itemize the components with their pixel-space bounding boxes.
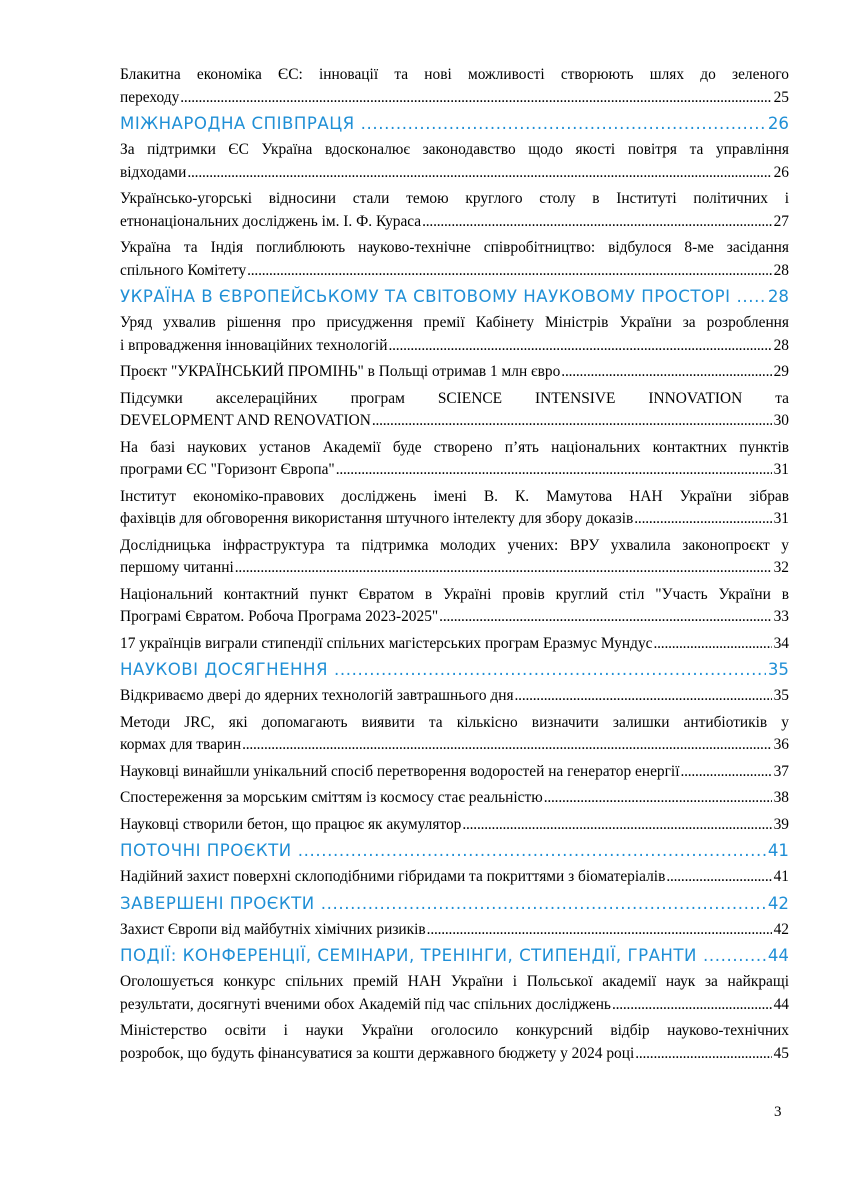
- entry-last-line: [120, 761, 789, 784]
- page-number: 3: [774, 1104, 782, 1120]
- entry-last-line: [120, 211, 789, 234]
- section-page-number: 26: [767, 114, 789, 133]
- toc-entry[interactable]: [120, 787, 789, 810]
- dot-leader: [439, 606, 771, 629]
- entry-last-line: [120, 162, 789, 185]
- entry-title-line: Оголошується конкурс спільних премій НАН України і Польської академії наук за найкращі: [120, 973, 789, 990]
- entry-last-line: [120, 410, 789, 433]
- entry-last-line: [120, 1043, 789, 1066]
- toc-entry[interactable]: [120, 814, 789, 837]
- entry-page-number: 41: [773, 868, 789, 885]
- entry-last-line: [120, 787, 789, 810]
- dot-leader: [612, 994, 772, 1017]
- section-title: МІЖНАРОДНА СПІВПРАЦЯ: [120, 114, 355, 133]
- toc-entry[interactable]: [120, 388, 789, 433]
- entry-page-number: 45: [773, 1044, 789, 1062]
- entry-page-number: 31: [773, 510, 789, 527]
- dot-leader: [515, 685, 772, 708]
- toc-entry[interactable]: [120, 188, 789, 233]
- entry-title-end: спільного Комітету: [120, 261, 247, 279]
- section-title: ПОДІЇ: КОНФЕРЕНЦІЇ, СЕМІНАРИ, ТРЕНІНГИ, СТИПЕНДІЇ, ГРАНТИ: [120, 946, 697, 965]
- toc-entry[interactable]: [120, 64, 789, 109]
- entry-page-number: 34: [773, 634, 789, 652]
- entry-last-line: [120, 994, 789, 1017]
- entry-title-end: Програмі Євратом. Робоча Програма 2023-2025": [120, 608, 439, 625]
- dot-leader: [361, 112, 766, 136]
- entry-last-line: [120, 557, 789, 580]
- toc-section-heading[interactable]: [120, 285, 789, 309]
- section-page-number: 28: [767, 287, 789, 306]
- entry-title-end: розробок, що будуть фінансуватися за кошти державного бюджету у 2024 році: [120, 1044, 635, 1062]
- entry-title-end: Науковці винайшли унікальний спосіб перетворення водоростей на генератор енергії: [120, 762, 680, 780]
- entry-title-end: DEVELOPMENT AND RENOVATION: [120, 412, 371, 429]
- section-page-number: 35: [767, 660, 789, 679]
- toc-entry[interactable]: [120, 312, 789, 357]
- section-title: ЗАВЕРШЕНІ ПРОЄКТИ: [120, 893, 315, 913]
- entry-title-end: Проєкт "УКРАЇНСЬКИЙ ПРОМІНЬ" в Польщі отримав 1 млн євро: [120, 363, 561, 380]
- dot-leader: [334, 658, 766, 682]
- entry-last-line: [120, 814, 789, 837]
- table-of-contents: [120, 64, 789, 1069]
- section-title: ПОТОЧНІ ПРОЄКТИ: [120, 841, 292, 860]
- entry-title-end: Спостереження за морським сміттям із космосу стає реальністю: [120, 789, 543, 806]
- dot-leader: [634, 508, 771, 531]
- dot-leader: [544, 787, 772, 810]
- entry-title-end: першому читанні: [120, 559, 234, 576]
- toc-entry[interactable]: [120, 237, 789, 282]
- entry-title-end: відходами: [120, 163, 187, 181]
- entry-title-line: Національний контактний пункт Євратом в Україні провів круглий стіл "Участь України в: [120, 585, 789, 603]
- dot-leader: [427, 919, 772, 942]
- dot-leader: [654, 633, 772, 656]
- toc-section-heading[interactable]: [120, 658, 789, 682]
- entry-page-number: 42: [773, 920, 789, 938]
- entry-page-number: 27: [773, 212, 789, 230]
- entry-page-number: 28: [773, 261, 789, 279]
- entry-page-number: 28: [773, 336, 789, 354]
- entry-title-end: результати, досягнуті вченими обох Академій під час спільних досліджень: [120, 995, 611, 1013]
- entry-page-number: 31: [773, 461, 789, 478]
- entry-title-end: і впровадження інноваційних технологій: [120, 336, 388, 354]
- entry-last-line: [120, 606, 789, 629]
- entry-title-end: кормах для тварин: [120, 736, 242, 753]
- entry-last-line: [120, 87, 789, 110]
- toc-section-heading[interactable]: [120, 944, 789, 968]
- dot-leader: [242, 734, 772, 757]
- entry-page-number: 29: [773, 363, 789, 380]
- dot-leader: [462, 814, 771, 837]
- entry-title-line: Підсумки акселераційних програм SCIENCE INTENSIVE INNOVATION та: [120, 389, 789, 407]
- dot-leader: [336, 459, 772, 482]
- section-page-number: 44: [767, 946, 789, 965]
- entry-title-line: Уряд ухвалив рішення про присудження премії Кабінету Міністрів України за розроблення: [120, 314, 789, 331]
- entry-page-number: 32: [773, 559, 789, 576]
- entry-title-end: фахівців для обговорення використання штучного інтелекту для збору доказів: [120, 510, 634, 527]
- entry-page-number: 37: [773, 762, 789, 780]
- entry-title-end: 17 українців виграли стипендії спільних магістерських програм Еразмус Мундус: [120, 634, 653, 652]
- dot-leader: [372, 410, 772, 433]
- entry-title-line: На базі наукових установ Академії буде створено п’ять національних контактних пунктів: [120, 438, 789, 456]
- entry-page-number: 26: [773, 163, 789, 181]
- entry-title-end: Відкриваємо двері до ядерних технологій завтрашнього дня: [120, 687, 514, 704]
- dot-leader: [422, 211, 771, 234]
- toc-entry[interactable]: [120, 919, 789, 942]
- dot-leader: [187, 162, 771, 185]
- toc-entry[interactable]: [120, 866, 789, 889]
- toc-entry[interactable]: [120, 712, 789, 757]
- entry-page-number: 38: [773, 789, 789, 806]
- toc-entry[interactable]: [120, 1020, 789, 1065]
- entry-last-line: [120, 361, 789, 384]
- section-title: УКРАЇНА В ЄВРОПЕЙСЬКОМУ ТА СВІТОВОМУ НАУКОВОМУ ПРОСТОРІ: [120, 287, 731, 306]
- entry-page-number: 30: [773, 412, 789, 429]
- toc-entry[interactable]: [120, 535, 789, 580]
- section-page-number: 41: [767, 841, 789, 860]
- entry-title-end: Науковці створили бетон, що працює як акумулятор: [120, 815, 462, 833]
- toc-entry[interactable]: [120, 633, 789, 656]
- entry-last-line: [120, 260, 789, 283]
- dot-leader: [703, 944, 766, 968]
- toc-entry[interactable]: [120, 584, 789, 629]
- entry-last-line: [120, 734, 789, 757]
- dot-leader: [736, 285, 765, 309]
- dot-leader: [298, 839, 766, 863]
- entry-last-line: [120, 508, 789, 531]
- toc-section-heading[interactable]: [120, 112, 789, 136]
- toc-entry[interactable]: [120, 971, 789, 1016]
- section-page-number: 42: [767, 893, 789, 913]
- dot-leader: [666, 866, 771, 889]
- entry-page-number: 39: [773, 815, 789, 833]
- toc-entry[interactable]: [120, 139, 789, 184]
- toc-entry[interactable]: [120, 486, 789, 531]
- dot-leader: [235, 557, 772, 580]
- entry-title-line: Дослідницька інфраструктура та підтримка молодих учених: ВРУ ухвалила законопроєкт у: [120, 536, 789, 554]
- entry-page-number: 25: [773, 88, 789, 106]
- entry-title-end: Надійний захист поверхні склоподібними гібридами та покриттями з біоматеріалів: [120, 868, 666, 885]
- entry-title-end: Захист Європи від майбутніх хімічних ризиків: [120, 920, 426, 938]
- entry-last-line: [120, 685, 789, 708]
- entry-title-line: Україна та Індія поглиблюють науково-технічне співробітництво: відбулося 8-ме засідання: [120, 239, 789, 256]
- entry-title-line: Блакитна економіка ЄС: інновації та нові можливості створюють шлях до зеленого: [120, 66, 789, 83]
- entry-title-end: етнонаціональних досліджень ім. І. Ф. Кураса: [120, 212, 422, 230]
- toc-entry[interactable]: [120, 685, 789, 708]
- entry-title-line: Методи JRC, які допомагають виявити та кількісно визначити залишки антибіотиків у: [120, 713, 789, 731]
- toc-entry[interactable]: [120, 437, 789, 482]
- entry-title-line: За підтримки ЄС Україна вдосконалює законодавство щодо якості повітря та управління: [120, 141, 789, 158]
- dot-leader: [561, 361, 771, 384]
- entry-title-line: Інститут економіко-правових досліджень імені В. К. Мамутова НАН України зібрав: [120, 487, 789, 505]
- toc-section-heading[interactable]: [120, 892, 789, 916]
- toc-section-heading[interactable]: [120, 839, 789, 863]
- entry-title-line: Міністерство освіти і науки України оголосило конкурсний відбір науково-технічних: [120, 1022, 789, 1039]
- entry-page-number: 44: [773, 995, 789, 1013]
- entry-title-end: програми ЄС "Горизонт Європа": [120, 461, 335, 478]
- entry-title-line: Українсько-угорські відносини стали темою круглого столу в Інституті політичних і: [120, 190, 789, 207]
- entry-page-number: 33: [773, 608, 789, 625]
- dot-leader: [321, 892, 766, 916]
- dot-leader: [180, 87, 771, 110]
- dot-leader: [635, 1043, 771, 1066]
- entry-last-line: [120, 459, 789, 482]
- entry-last-line: [120, 335, 789, 358]
- entry-page-number: 35: [773, 687, 789, 704]
- entry-last-line: [120, 866, 789, 889]
- section-title: НАУКОВІ ДОСЯГНЕННЯ: [120, 660, 329, 679]
- entry-last-line: [120, 919, 789, 942]
- entry-title-end: переходу: [120, 88, 180, 106]
- dot-leader: [680, 761, 771, 784]
- entry-page-number: 36: [773, 736, 789, 753]
- toc-entry[interactable]: [120, 761, 789, 784]
- dot-leader: [389, 335, 772, 358]
- toc-entry[interactable]: [120, 361, 789, 384]
- dot-leader: [247, 260, 771, 283]
- entry-last-line: [120, 633, 789, 656]
